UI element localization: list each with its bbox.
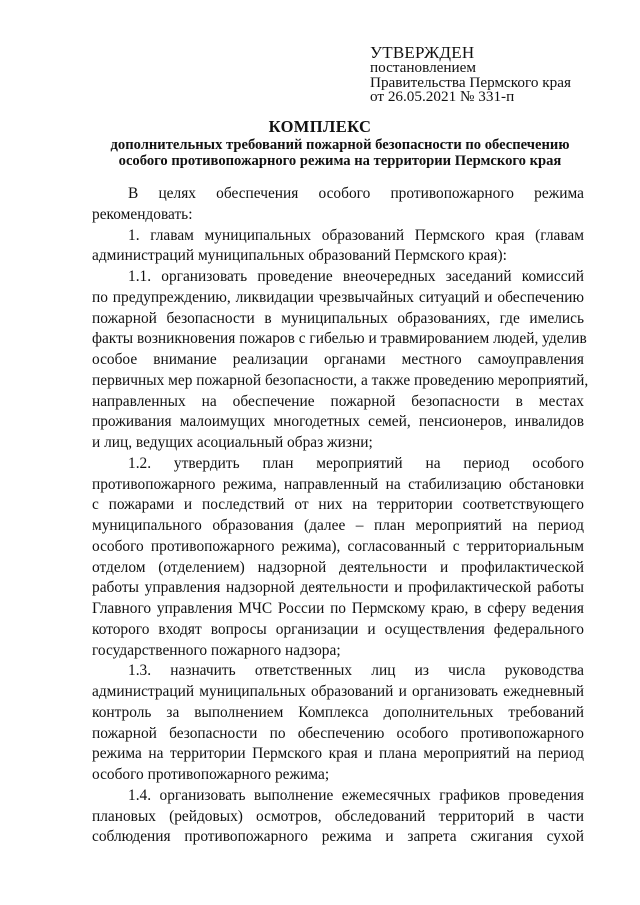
paragraph-line: особое внимание реализации органами местного самоуправления	[92, 351, 584, 368]
paragraph-line: плановых (рейдовых) осмотров, обследований территорий в части	[92, 807, 584, 825]
paragraph-line: государственного пожарного надзора;	[92, 641, 341, 659]
paragraph	[92, 226, 584, 268]
paragraph-line: 1.4. организовать выполнение ежемесячных графиков проведения	[128, 786, 584, 804]
approval-line: от 26.05.2021 № 331-п	[370, 88, 515, 105]
approval-line: постановлением	[370, 59, 477, 76]
paragraph-line: 1.2. утвердить план мероприятий на период особого	[128, 454, 584, 472]
approval-line: Правительства Пермского края	[370, 73, 571, 91]
paragraph-line: противопожарного режима, направленный на стабилизацию обстановки	[92, 475, 584, 493]
paragraph	[92, 786, 584, 848]
paragraph-line: пожарной безопасности в муниципальных образованиях, где имелись	[92, 309, 584, 327]
paragraph	[92, 454, 584, 662]
paragraph-line: администраций муниципальных образований Пермского края):	[92, 247, 507, 265]
paragraph-line: Главного управления МЧС России по Пермскому краю, в сферу ведения	[92, 600, 584, 617]
paragraph-line: 1. главам муниципальных образований Пермского края (главам	[128, 226, 584, 244]
paragraph-line: режима на территории Пермского края и плана мероприятий на период	[92, 745, 584, 763]
paragraph-line: особого противопожарного режима), согласованный с территориальным	[92, 537, 584, 555]
paragraph-line: особого противопожарного режима;	[92, 766, 330, 783]
paragraph-line: по предупреждению, ликвидации чрезвычайных ситуаций и обеспечению	[92, 288, 584, 306]
paragraph-line: которого входят вопросы организации и осуществления федерального	[92, 620, 584, 638]
document-body	[92, 184, 589, 848]
paragraph-line: рекомендовать:	[92, 205, 193, 223]
paragraph-line: отделом (отделением) надзорной деятельности и профилактической	[92, 558, 584, 576]
approval-title: УТВЕРЖДЕН	[370, 43, 475, 62]
paragraph-line: администраций муниципальных образований и организовать ежедневный	[92, 683, 584, 700]
paragraph-line: с пожарами и последствий от них на территории соответствующего	[92, 496, 584, 514]
paragraph	[92, 267, 589, 454]
approval-stamp	[370, 44, 630, 105]
paragraph-line: и лиц, ведущих асоциальный образ жизни;	[92, 434, 373, 451]
paragraph-line: муниципального образования (далее – план мероприятий на период	[92, 517, 584, 534]
paragraph-line: контроль за выполнением Комплекса дополнительных требований	[92, 703, 584, 721]
paragraph-line: работы управления надзорной деятельности и профилактической работы	[92, 579, 584, 597]
paragraph	[92, 184, 584, 226]
paragraph-line: направленных на обеспечение пожарной безопасности в местах	[92, 392, 584, 410]
paragraph-line: соблюдения противопожарного режима и запрета сжигания сухой	[92, 828, 584, 846]
paragraph	[92, 661, 584, 786]
paragraph-line: первичных мер пожарной безопасности, а также проведению мероприятий,	[92, 371, 589, 389]
document-subtitle	[80, 138, 600, 169]
subtitle-line: особого противопожарного режима на территории Пермского края	[118, 152, 562, 169]
paragraph-line: пожарной безопасности по обеспечению особого противопожарного	[92, 724, 584, 742]
paragraph-line: 1.1. организовать проведение внеочередных заседаний комиссий	[128, 268, 584, 285]
paragraph-line: факты возникновения пожаров с гибелью и травмированием людей, уделив	[92, 330, 587, 348]
document-title: КОМПЛЕКС	[268, 117, 372, 136]
subtitle-line: дополнительных требований пожарной безопасности по обеспечению	[110, 137, 570, 153]
paragraph-line: 1.3. назначить ответственных лиц из числа руководства	[128, 662, 584, 680]
paragraph-line: проживания малоимущих многодетных семей, пенсионеров, инвалидов	[92, 413, 584, 431]
paragraph-line: В целях обеспечения особого противопожарного режима	[128, 185, 584, 202]
